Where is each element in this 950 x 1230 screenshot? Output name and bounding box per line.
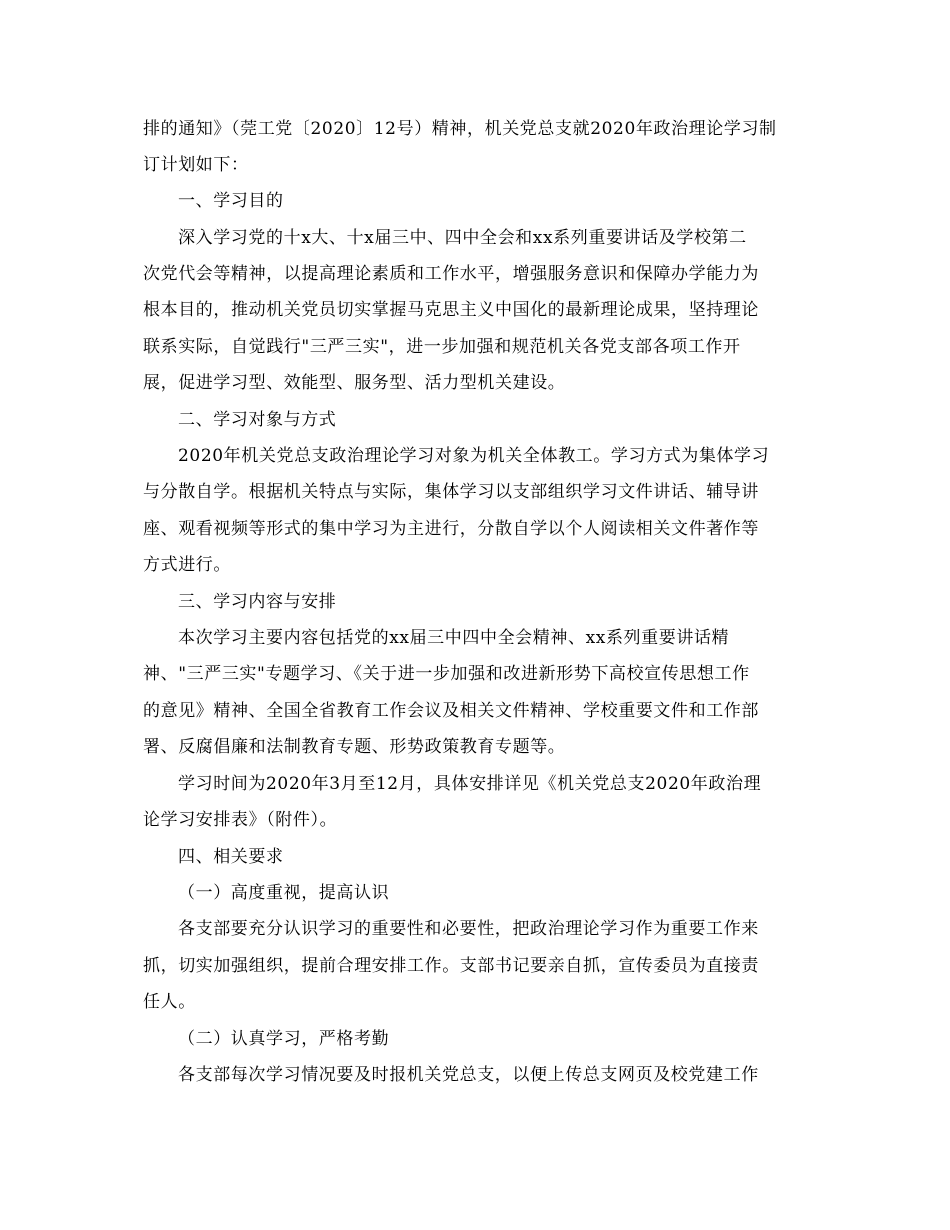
text-line: 各支部要充分认识学习的重要性和必要性，把政治理论学习作为重要工作来 (178, 919, 759, 939)
text-line: 与分散自学。根据机关特点与实际，集体学习以支部组织学习文件讲话、辅导讲 (143, 482, 759, 502)
section-heading: 三、学习内容与安排 (178, 592, 337, 612)
text-line: 排的通知》（莞工党〔2020〕12号）精神，机关党总支就2020年政治理论学习制 (143, 119, 777, 139)
text-line: 论学习安排表》（附件）。 (143, 810, 338, 830)
section-heading: 二、学习对象与方式 (178, 410, 337, 430)
subsection-heading: （二）认真学习，严格考勤 (178, 1029, 390, 1049)
text-line: 任人。 (143, 992, 196, 1012)
text-line: 根本目的，推动机关党员切实掌握马克思主义中国化的最新理论成果，坚持理论 (143, 300, 759, 320)
text-line: 抓，切实加强组织，提前合理安排工作。支部书记要亲自抓，宣传委员为直接责 (143, 956, 759, 976)
text-line: 次党代会等精神，以提高理论素质和工作水平，增强服务意识和保障办学能力为 (143, 264, 759, 284)
text-line: 署、反腐倡廉和法制教育专题、形势政策教育专题等。 (143, 737, 566, 757)
text-line: 方式进行。 (143, 555, 231, 575)
text-line: 座、观看视频等形式的集中学习为主进行，分散自学以个人阅读相关文件著作等 (143, 519, 759, 539)
text-line: 的意见》精神、全国全省教育工作会议及相关文件精神、学校重要文件和工作部 (143, 701, 759, 721)
text-line: 神、"三严三实"专题学习、《关于进一步加强和改进新形势下高校宣传思想工作 (143, 664, 750, 684)
text-line: 订计划如下： (143, 155, 249, 175)
text-line: 深入学习党的十x大、十x届三中、四中全会和xx系列重要讲话及学校第二 (178, 228, 747, 248)
text-line: 各支部每次学习情况要及时报机关党总支，以便上传总支网页及校党建工作 (178, 1065, 759, 1085)
subsection-heading: （一）高度重视，提高认识 (178, 883, 390, 903)
section-heading: 四、相关要求 (178, 847, 284, 867)
text-line: 展，促进学习型、效能型、服务型、活力型机关建设。 (143, 373, 566, 393)
section-heading: 一、学习目的 (178, 191, 284, 211)
text-line: 本次学习主要内容包括党的xx届三中四中全会精神、xx系列重要讲话精 (178, 628, 730, 648)
text-line: 2020年机关党总支政治理论学习对象为机关全体教工。学习方式为集体学习 (178, 446, 770, 466)
text-line: 学习时间为2020年3月至12月，具体安排详见《机关党总支2020年政治理 (178, 774, 762, 794)
text-line: 联系实际，自觉践行"三严三实"，进一步加强和规范机关各党支部各项工作开 (143, 337, 741, 357)
